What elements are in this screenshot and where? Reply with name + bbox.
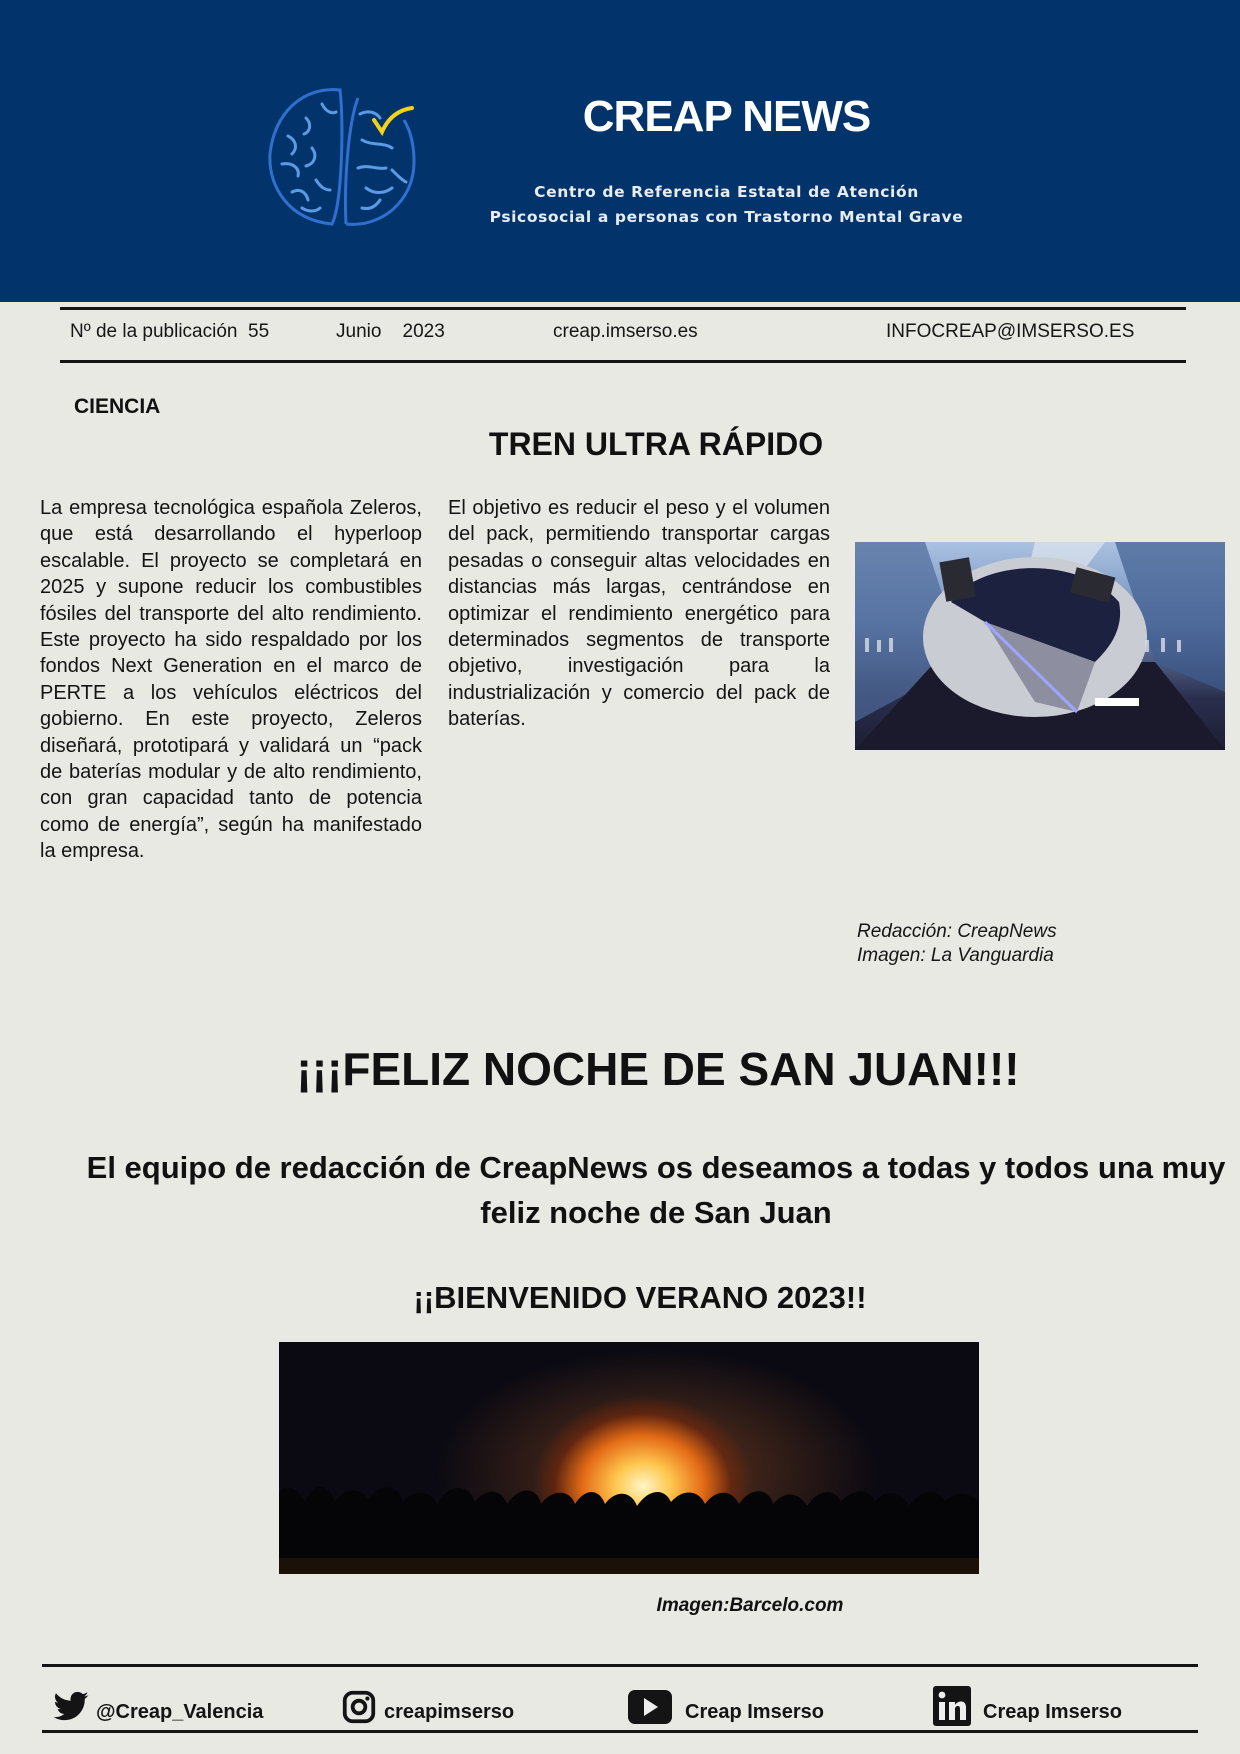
social-youtube[interactable] bbox=[627, 1680, 824, 1726]
san-juan-message: El equipo de redacción de CreapNews os deseamos a todas y todos una muy feliz noche de San Juan bbox=[86, 1150, 1226, 1230]
article-credits bbox=[857, 920, 1057, 968]
section-label: CIENCIA bbox=[74, 395, 161, 418]
divider bbox=[60, 307, 1186, 310]
social-twitter[interactable] bbox=[52, 1680, 263, 1726]
social-instagram[interactable] bbox=[340, 1680, 514, 1726]
year: 2023 bbox=[402, 321, 445, 342]
hyperloop-image bbox=[855, 542, 1225, 750]
divider bbox=[42, 1664, 1198, 1667]
instagram-handle: creapimserso bbox=[384, 1701, 515, 1723]
newsletter-title: CREAP NEWS bbox=[582, 92, 871, 141]
publication-label: Nº de la publicación bbox=[70, 321, 238, 342]
article-title: TREN ULTRA RÁPIDO bbox=[488, 426, 824, 462]
brain-with-checkmark-icon bbox=[262, 84, 426, 230]
bonfire-image bbox=[279, 1342, 979, 1574]
email-link[interactable]: INFOCREAP@IMSERSO.ES bbox=[886, 321, 1135, 342]
credit-redaccion: Redacción: CreapNews bbox=[857, 921, 1057, 942]
youtube-channel: Creap Imserso bbox=[685, 1701, 824, 1723]
article-column-2: El objetivo es reducir el peso y el volumen del pack, permitiendo transportar cargas pesadas o conseguir altas velocidades en distancias más largas, centrándose en optimizar el rendimiento energético para determinados segmentos de transporte objetivo, investigación para la industrialización y comercio del pack de baterías. bbox=[448, 497, 830, 731]
article-column-1: La empresa tecnológica española Zeleros, que está desarrollando el hyperloop escalable. El proyecto se completará en 2025 y supone reducir los combustibles fósiles del transporte del alto rendimiento. Este proyecto ha sido respaldado por los fondos Next Generation en el marco de PERTE a los vehículos eléctricos del gobierno. En este proyecto, Zeleros diseñará, prototipará y validará un “pack de baterías modular y de alto rendimiento, con gran capacidad tanto de potencia como de energía”, según ha manifestado la empresa. bbox=[40, 497, 422, 863]
youtube-icon bbox=[627, 1688, 673, 1726]
publication-number-value: 55 bbox=[248, 321, 270, 342]
linkedin-icon bbox=[933, 1686, 971, 1726]
subtitle-line-2: Psicosocial a personas con Trastorno Mental Grave bbox=[489, 208, 964, 226]
masthead bbox=[0, 0, 1240, 302]
subtitle-line-1: Centro de Referencia Estatal de Atención bbox=[534, 183, 919, 201]
newsletter-subtitle bbox=[440, 180, 1013, 230]
month: Junio bbox=[336, 321, 382, 342]
bonfire-image-credit: Imagen:Barcelo.com bbox=[656, 1595, 844, 1616]
summer-welcome: ¡¡BIENVENIDO VERANO 2023!! bbox=[413, 1280, 867, 1315]
san-juan-title: ¡¡¡FELIZ NOCHE DE SAN JUAN!!! bbox=[296, 1043, 1020, 1095]
divider bbox=[42, 1730, 1198, 1733]
website-link[interactable]: creap.imserso.es bbox=[553, 321, 698, 342]
instagram-icon bbox=[340, 1688, 378, 1726]
divider bbox=[60, 360, 1186, 363]
credit-imagen: Imagen: La Vanguardia bbox=[857, 945, 1054, 966]
linkedin-page: Creap Imserso bbox=[983, 1701, 1122, 1723]
publication-date bbox=[336, 321, 445, 343]
twitter-icon bbox=[52, 1688, 90, 1726]
publication-number bbox=[70, 321, 269, 343]
twitter-handle: @Creap_Valencia bbox=[96, 1701, 264, 1723]
social-linkedin[interactable] bbox=[933, 1680, 1122, 1726]
